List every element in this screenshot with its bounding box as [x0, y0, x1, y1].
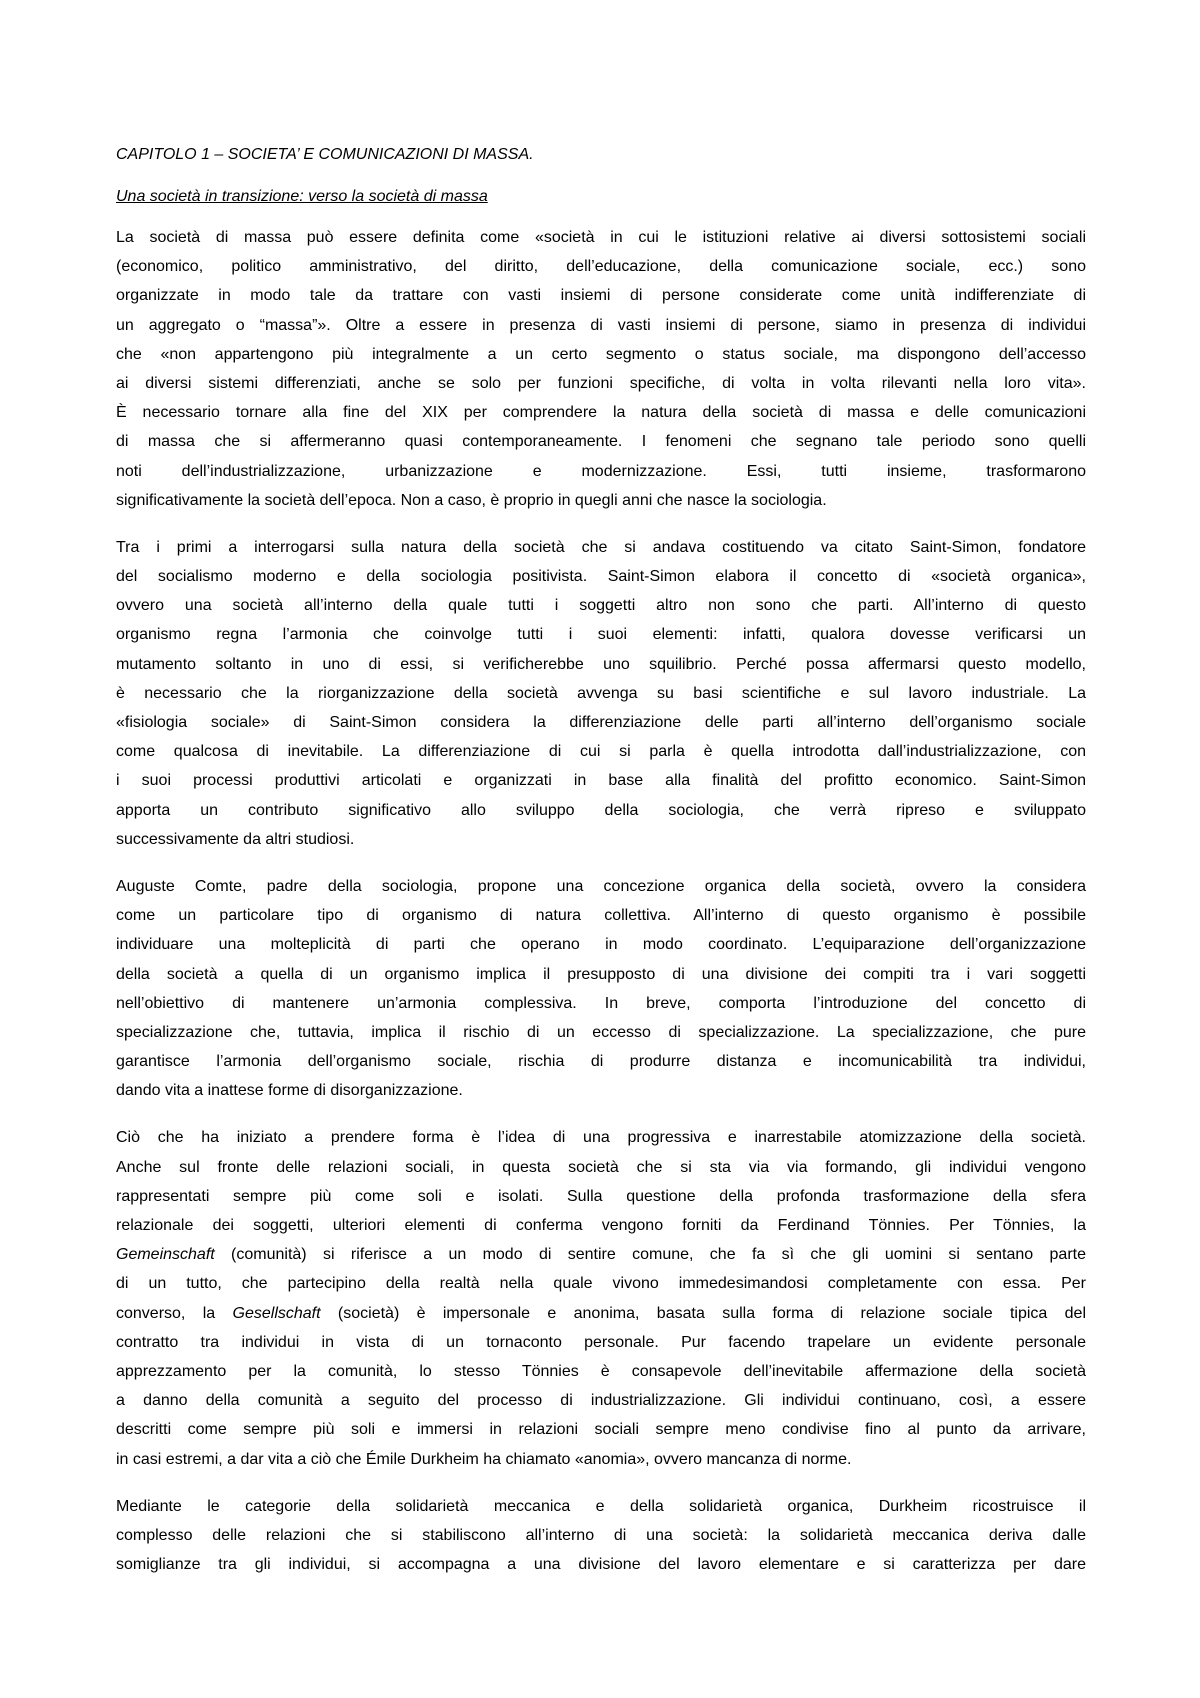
text-line: i suoi processi produttivi articolati e organizzati in base alla finalità del profitto economico. Saint-Simon: [116, 772, 1086, 790]
text-line: somiglianze tra gli individui, si accompagna a una divisione del lavoro elementare e si caratterizza per dare: [116, 1556, 1086, 1574]
text-line: come qualcosa di inevitabile. La differenziazione di cui si parla è quella introdotta dall’industrializzazione, con: [116, 743, 1086, 761]
text-line: è necessario che la riorganizzazione della società avvenga su basi scientifiche e sul lavoro industriale. La: [116, 684, 1086, 702]
text-line: specializzazione che, tuttavia, implica il rischio di un eccesso di specializzazione. La specializzazione, che pure: [116, 1023, 1086, 1041]
text-line: organizzate in modo tale da trattare con vasti insiemi di persone considerate come unità indifferenziate di: [116, 287, 1086, 305]
text-line: organismo regna l’armonia che coinvolge tutti i suoi elementi: infatti, qualora dovesse verificarsi un: [116, 626, 1086, 644]
document-page: [116, 143, 1086, 1597]
text-line: rappresentati sempre più come soli e isolati. Sulla questione della profonda trasformazione della sfera: [116, 1187, 1086, 1205]
text-line: garantisce l’armonia dell’organismo sociale, rischia di produrre distanza e incomunicabilità tra individui,: [116, 1053, 1086, 1071]
text-line: contratto tra individui in vista di un tornaconto personale. Pur facendo trapelare un evidente personale: [116, 1333, 1086, 1351]
text-line: Tra i primi a interrogarsi sulla natura della società che si andava costituendo va citato Saint-Simon, fondatore: [116, 538, 1086, 556]
body-text: [116, 223, 1086, 1579]
text-line: Gemeinschaft (comunità) si riferisce a un modo di sentire comune, che fa sì che gli uomini si sentano parte: [116, 1246, 1086, 1264]
paragraph: [116, 1492, 1086, 1580]
paragraph: [116, 1123, 1086, 1473]
text-line: È necessario tornare alla fine del XIX per comprendere la natura della società di massa e delle comunicazioni: [116, 404, 1086, 422]
text-line: apprezzamento per la comunità, lo stesso Tönnies è consapevole dell’inevitabile affermazione della società: [116, 1362, 1086, 1380]
section-title: Una società in transizione: verso la società di massa: [116, 188, 488, 205]
text-line: come un particolare tipo di organismo di natura collettiva. All’interno di questo organismo è possibile: [116, 907, 1086, 925]
text-line: di massa che si affermeranno quasi contemporaneamente. I fenomeni che segnano tale periodo sono quelli: [116, 433, 1086, 451]
text-line: Mediante le categorie della solidarietà meccanica e della solidarietà organica, Durkheim ricostruisce il: [116, 1497, 1086, 1515]
text-line: successivamente da altri studiosi.: [116, 830, 355, 848]
text-line: «fisiologia sociale» di Saint-Simon considera la differenziazione delle parti all’interno dell’organismo sociale: [116, 714, 1086, 731]
text-line: significativamente la società dell’epoca. Non a caso, è proprio in quegli anni che nasce la sociologia.: [116, 491, 827, 509]
text-line: relazionale dei soggetti, ulteriori elementi di conferma vengono forniti da Ferdinand Tönnies. Per Tönnies, la: [116, 1217, 1086, 1234]
text-line: di un tutto, che partecipino della realtà nella quale vivono immedesimandosi completamente con essa. Per: [116, 1275, 1086, 1293]
text-line: ovvero una società all’interno della quale tutti i soggetti altro non sono che parti. All’interno di questo: [116, 597, 1086, 615]
text-line: del socialismo moderno e della sociologia positivista. Saint-Simon elabora il concetto di «società organica»,: [116, 568, 1086, 586]
text-line: individuare una molteplicità di parti che operano in modo coordinato. L’equiparazione dell’organizzazione: [116, 936, 1086, 954]
paragraph: [116, 533, 1086, 854]
text-line: ai diversi sistemi differenziati, anche se solo per funzioni specifiche, di volta in volta rilevanti nella loro vita».: [116, 374, 1086, 392]
text-line: noti dell’industrializzazione, urbanizzazione e modernizzazione. Essi, tutti insieme, trasformarono: [116, 462, 1086, 480]
text-line: apporta un contributo significativo allo sviluppo della sociologia, che verrà ripreso e sviluppato: [116, 801, 1086, 819]
text-line: dando vita a inattese forme di disorganizzazione.: [116, 1082, 463, 1100]
text-line: in casi estremi, a dar vita a ciò che Émile Durkheim ha chiamato «anomia», ovvero mancanza di norme.: [116, 1450, 852, 1468]
text-line: (economico, politico amministrativo, del diritto, dell’educazione, della comunicazione sociale, ecc.) sono: [116, 258, 1086, 276]
text-line: mutamento soltanto in uno di essi, si verificherebbe uno squilibrio. Perché possa affermarsi questo modello,: [116, 655, 1086, 673]
text-line: complesso delle relazioni che si stabiliscono all’interno di una società: la solidarietà meccanica deriva dalle: [116, 1526, 1086, 1544]
text-line: Auguste Comte, padre della sociologia, propone una concezione organica della società, ovvero la considera: [116, 877, 1086, 895]
text-line: Anche sul fronte delle relazioni sociali, in questa società che si sta via via formando, gli individui vengono: [116, 1158, 1086, 1176]
paragraph: [116, 223, 1086, 515]
text-line: della società a quella di un organismo implica il presupposto di una divisione dei compiti tra i vari soggetti: [116, 965, 1086, 983]
paragraph: [116, 872, 1086, 1106]
text-line: Ciò che ha iniziato a prendere forma è l’idea di una progressiva e inarrestabile atomizzazione della società.: [116, 1129, 1086, 1147]
text-line: La società di massa può essere definita come «società in cui le istituzioni relative ai diversi sottosistemi sociali: [116, 229, 1086, 246]
text-line: descritti come sempre più soli e immersi in relazioni sociali sempre meno condivise fino al punto da arrivare,: [116, 1421, 1086, 1439]
chapter-title: CAPITOLO 1 – SOCIETA’ E COMUNICAZIONI DI MASSA.: [116, 146, 534, 163]
text-line: che «non appartengono più integralmente a un certo segmento o status sociale, ma dispongono dell’accesso: [116, 345, 1086, 363]
text-line: a danno della comunità a seguito del processo di industrializzazione. Gli individui continuano, così, a essere: [116, 1392, 1086, 1410]
text-line: un aggregato o “massa”». Oltre a essere in presenza di vasti insiemi di persone, siamo in presenza di individui: [116, 316, 1086, 334]
text-line: converso, la Gesellschaft (società) è impersonale e anonima, basata sulla forma di relazione sociale tipica del: [116, 1304, 1086, 1322]
text-line: nell’obiettivo di mantenere un’armonia complessiva. In breve, comporta l’introduzione del concetto di: [116, 994, 1086, 1012]
